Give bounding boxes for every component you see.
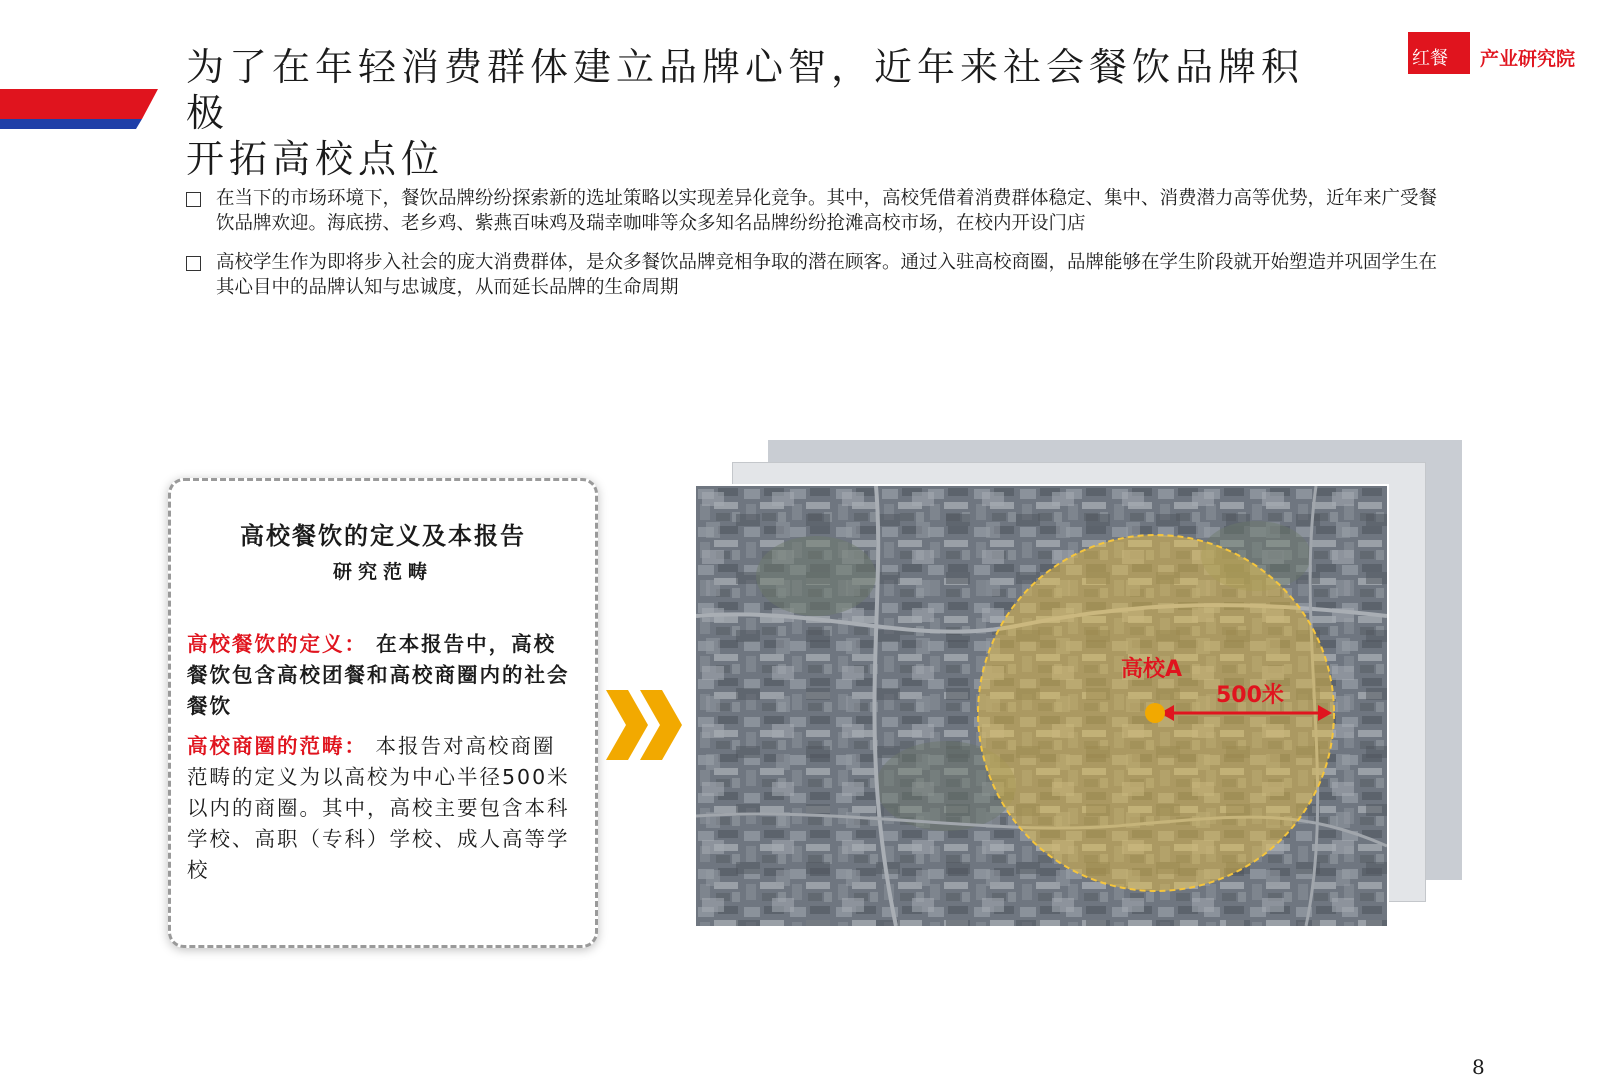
logo-text-box: 红餐	[1412, 48, 1448, 69]
scope-text: 本报告对高校商圈范畴的定义为以高校为中心半径500米以内的商圈。其中，高校主要包含本科学校、高职（专科）学校、成人高等学校	[187, 734, 570, 882]
radius-label: 500米	[1216, 683, 1284, 708]
definition-text: 在本报告中，高校餐饮包含高校团餐和高校商圈内的社会餐饮	[187, 632, 570, 718]
school-center-dot	[1145, 703, 1165, 723]
scope-label: 高校商圈的范畴：	[187, 734, 367, 758]
definition-paragraph	[187, 629, 577, 722]
brand-logo	[1408, 32, 1576, 76]
bullet-text: 高校学生作为即将步入社会的庞大消费群体，是众多餐饮品牌竞相争取的潜在顾客。通过入驻高校商圈，品牌能够在学生阶段就开始塑造并巩固学生在其心目中的品牌认知与忠诚度，从而延长品牌的生命周期	[216, 252, 1438, 298]
checkbox-square-icon	[186, 192, 201, 207]
logo-text-outside: 产业研究院	[1480, 48, 1576, 70]
page-title	[186, 44, 1346, 182]
checkbox-square-icon	[186, 256, 201, 271]
bullet-text: 在当下的市场环境下，餐饮品牌纷纷探索新的选址策略以实现差异化竞争。其中，高校凭借着消费群体稳定、集中、消费潜力高等优势，近年来广受餐饮品牌欢迎。海底捞、老乡鸡、紫燕百味鸡及瑞幸咖啡等众多知名品牌纷纷抢滩高校市场，在校内开设门店	[216, 188, 1438, 234]
definition-card	[168, 478, 598, 948]
title-line-2: 开拓高校点位	[186, 137, 445, 181]
definition-label: 高校餐饮的定义：	[187, 632, 367, 656]
scope-paragraph	[187, 731, 577, 886]
bullet-item	[184, 250, 1454, 300]
page-number: 8	[1472, 1055, 1485, 1079]
map-figure	[694, 440, 1474, 930]
satellite-map-canvas	[696, 486, 1387, 926]
school-label: 高校A	[1121, 657, 1183, 682]
card-subtitle: 研究范畴	[332, 561, 433, 583]
bullet-item	[184, 186, 1454, 236]
satellite-map	[694, 484, 1389, 928]
bullet-list	[184, 186, 1454, 314]
accent-stripe	[0, 89, 160, 133]
title-line-1: 为了在年轻消费群体建立品牌心智，近年来社会餐饮品牌积极	[186, 45, 1305, 135]
double-chevron-right-icon	[604, 688, 686, 762]
card-title: 高校餐饮的定义及本报告	[240, 522, 526, 550]
